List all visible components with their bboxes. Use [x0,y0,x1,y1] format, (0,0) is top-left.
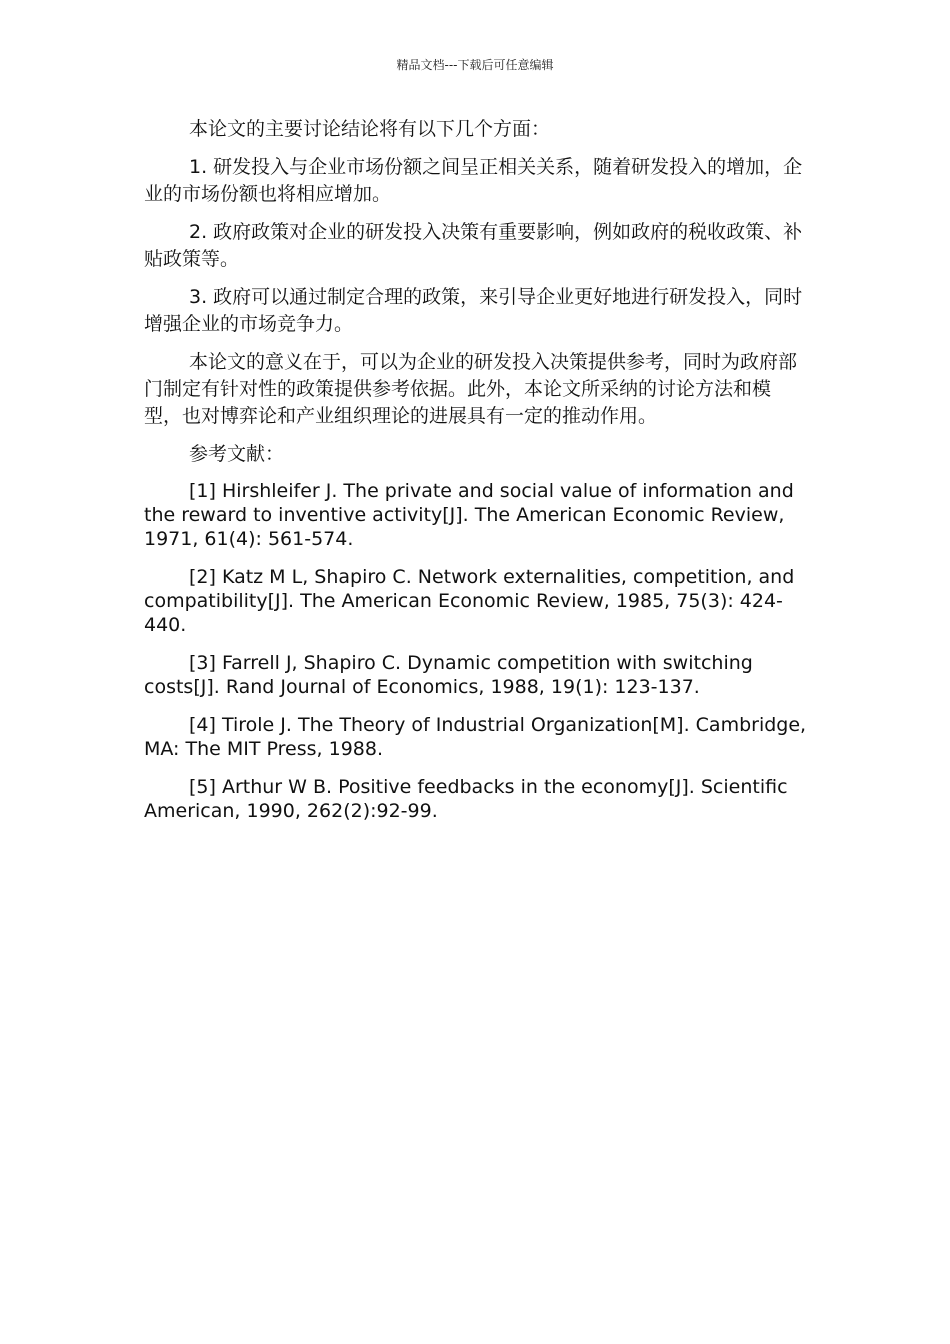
page-header: 精品文档---下载后可任意编辑 [396,58,554,72]
reference-item-5: [5] Arthur W B. Positive feedbacks in the economy[J]. Scientific American, 1990, 262(2):92-99. [144,776,788,822]
reference-item-3: [3] Farrell J, Shapiro C. Dynamic competition with switching costs[J]. Rand Journal of Economics, 1988, 19(1): 123-137. [144,652,753,698]
reference-item-2: [2] Katz M L, Shapiro C. Network externalities, competition, and compatibility[J]. The American Economic Review, 1985, 75(3): 424-440. [144,566,795,636]
conclusion-intro-paragraph: 本论文的主要讨论结论将有以下几个方面： [189,118,551,140]
conclusion-point-3: 3. 政府可以通过制定合理的政策，来引导企业更好地进行研发投入，同时增强企业的市场竞争力。 [144,286,803,335]
references-heading: 参考文献： [189,443,285,465]
conclusion-point-2: 2. 政府政策对企业的研发投入决策有重要影响，例如政府的税收政策、补贴政策等。 [144,221,803,270]
significance-paragraph: 本论文的意义在于，可以为企业的研发投入决策提供参考，同时为政府部门制定有针对性的政策提供参考依据。此外，本论文所采纳的讨论方法和模型，也对博弈论和产业组织理论的进展具有一定的推动作用。 [144,351,798,427]
document-body [144,116,808,837]
reference-item-4: [4] Tirole J. The Theory of Industrial Organization[M]. Cambridge, MA: The MIT Press, 1988. [144,714,807,760]
conclusion-point-1: 1. 研发投入与企业市场份额之间呈正相关关系，随着研发投入的增加，企业的市场份额也将相应增加。 [144,156,803,205]
reference-item-1: [1] Hirshleifer J. The private and social value of information and the reward to inventive activity[J]. The American Economic Review, 1971, 61(4): 561-574. [144,480,794,550]
